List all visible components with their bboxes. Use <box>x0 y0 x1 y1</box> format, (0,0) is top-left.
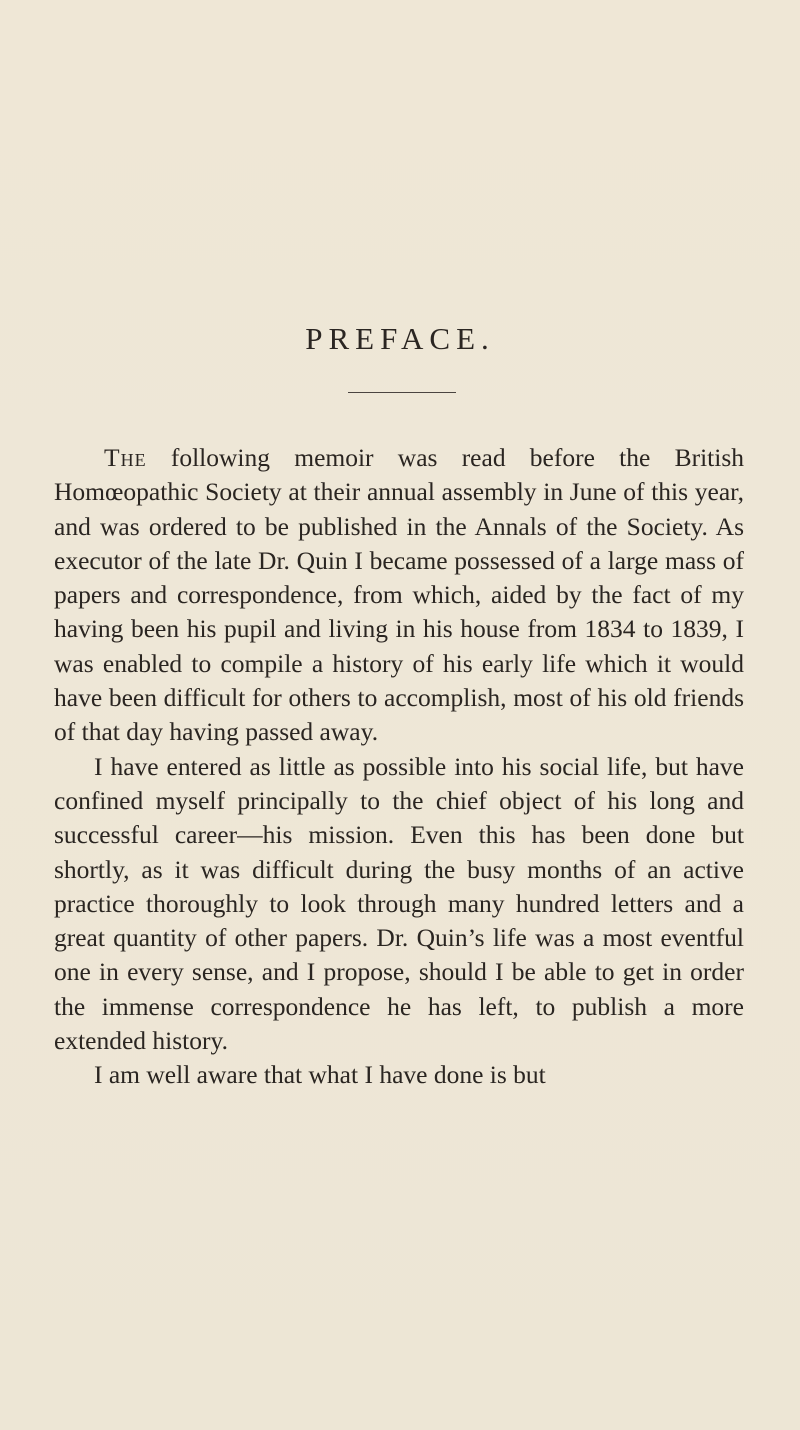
preface-body <box>54 441 744 1093</box>
paragraph-text: following memoir was read before the British Homœopathic Society at their annual assembly in June of this year, and was ordered to be published in the Annals of the Society. As executor of the late Dr. Quin I became possessed of a large mass of papers and correspondence, from which, aided by the fact of my having been his pupil and living in his house from 1834 to 1839, I was enabled to compile a history of his early life which it would have been difficult for others to accomplish, most of his old friends of that day having passed away. <box>54 443 744 747</box>
paragraph-text: I have entered as little as possible into his social life, but have confined myself principally to the chief object of his long and successful career—his mission. Even this has been done but shortly, as it was difficult during the busy months of an active practice thoroughly to look through many hundred letters and a great quantity of other papers. Dr. Quin’s life was a most eventful one in every sense, and I propose, should I be able to get in order the immense correspondence he has left, to publish a more extended history. <box>54 751 744 1056</box>
paragraph-2 <box>54 750 744 1059</box>
paragraph-1 <box>54 441 744 750</box>
page-title: PREFACE. <box>305 320 495 356</box>
paragraph-text: I am well aware that what I have done is but <box>94 1060 546 1090</box>
paragraph-3 <box>54 1058 744 1092</box>
title-divider <box>348 392 456 393</box>
paragraph-lead-word: The <box>104 443 147 472</box>
